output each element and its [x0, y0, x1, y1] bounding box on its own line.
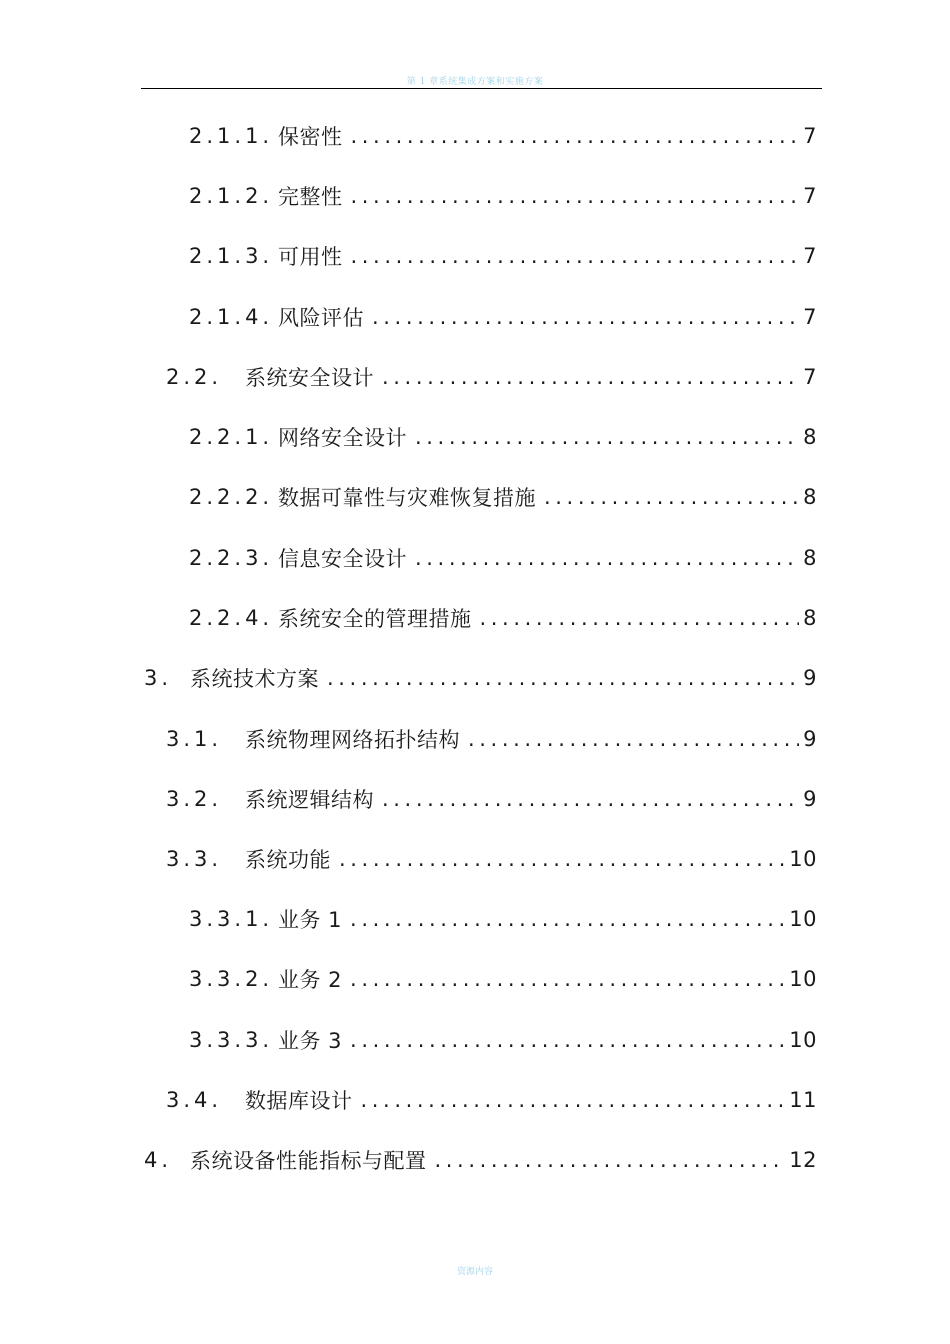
toc-title: 信息安全设计 — [278, 547, 407, 571]
toc-title: 业务 1 — [278, 908, 343, 932]
toc-leader-dots — [351, 184, 800, 208]
toc-number: 2.2.3. — [189, 546, 274, 570]
toc-leader-dots — [361, 1088, 786, 1112]
toc-entry-3-3-1[interactable] — [189, 905, 817, 933]
toc-entry-2-1-4[interactable] — [189, 303, 817, 331]
page-header-text: 第 1 章系统集成方案和实施方案 — [406, 77, 544, 87]
toc-number: 3.1. — [166, 727, 223, 751]
toc-number: 2.2.2. — [189, 485, 274, 509]
toc-title: 系统安全设计 — [245, 366, 374, 390]
toc-title: 系统物理网络拓扑结构 — [245, 728, 460, 752]
toc-entry-2-2[interactable] — [166, 363, 817, 391]
toc-number: 2.2.1. — [189, 425, 274, 449]
toc-number: 3.3. — [166, 847, 223, 871]
toc-page-number: 12 — [789, 1148, 817, 1172]
toc-leader-dots — [382, 787, 799, 811]
page-footer-text: 资源内容 — [456, 1267, 493, 1277]
toc-number: 2.1.4. — [189, 305, 274, 329]
toc-number: 2.1.2. — [189, 184, 274, 208]
toc-title: 系统设备性能指标与配置 — [190, 1149, 427, 1173]
toc-page-number: 8 — [803, 546, 817, 570]
toc-entry-4[interactable] — [144, 1146, 817, 1174]
toc-title: 可用性 — [278, 245, 343, 269]
toc-number: 3.3.2. — [189, 967, 274, 991]
toc-leader-dots — [351, 244, 800, 268]
toc-number: 3. — [144, 666, 173, 690]
toc-leader-dots — [435, 1148, 786, 1172]
toc-page-number: 7 — [803, 124, 817, 148]
toc-title: 系统功能 — [245, 848, 331, 872]
toc-page-number: 9 — [803, 787, 817, 811]
toc-page-number: 11 — [789, 1088, 817, 1112]
toc-number: 2.2. — [166, 365, 223, 389]
toc-page-number: 9 — [803, 666, 817, 690]
toc-number: 3.2. — [166, 787, 223, 811]
toc-leader-dots — [480, 606, 800, 630]
toc-entry-2-2-1[interactable] — [189, 423, 817, 451]
toc-leader-dots — [350, 967, 785, 991]
toc-page-number: 7 — [803, 365, 817, 389]
toc-title: 系统技术方案 — [190, 667, 319, 691]
toc-entry-3-2[interactable] — [166, 785, 817, 813]
toc-leader-dots — [350, 907, 785, 931]
toc-entry-2-2-3[interactable] — [189, 544, 817, 572]
toc-entry-2-2-2[interactable] — [189, 483, 817, 511]
toc-number: 3.4. — [166, 1088, 223, 1112]
toc-title: 风险评估 — [278, 306, 364, 330]
toc-entry-2-1-1[interactable] — [189, 122, 817, 150]
toc-number: 3.3.1. — [189, 907, 274, 931]
toc-title: 网络安全设计 — [278, 426, 407, 450]
toc-entry-3-1[interactable] — [166, 725, 817, 753]
toc-number: 3.3.3. — [189, 1028, 274, 1052]
toc-entry-2-1-3[interactable] — [189, 242, 817, 270]
toc-title: 业务 3 — [278, 1029, 343, 1053]
toc-page-number: 9 — [803, 727, 817, 751]
toc-entry-3[interactable] — [144, 664, 817, 692]
toc-number: 2.2.4. — [189, 606, 274, 630]
toc-leader-dots — [415, 425, 799, 449]
toc-leader-dots — [544, 485, 799, 509]
toc-page-number: 8 — [803, 485, 817, 509]
toc-page-number: 7 — [803, 305, 817, 329]
toc-entry-3-4[interactable] — [166, 1086, 817, 1114]
toc-leader-dots — [327, 666, 799, 690]
toc-page-number: 7 — [803, 184, 817, 208]
toc-leader-dots — [415, 546, 799, 570]
toc-leader-dots — [468, 727, 799, 751]
toc-page-number: 8 — [803, 606, 817, 630]
toc-entry-2-1-2[interactable] — [189, 182, 817, 210]
toc-leader-dots — [339, 847, 785, 871]
toc-number: 2.1.1. — [189, 124, 274, 148]
toc-title: 业务 2 — [278, 968, 343, 992]
toc-title: 系统逻辑结构 — [245, 788, 374, 812]
toc-title: 完整性 — [278, 185, 343, 209]
toc-page-number: 10 — [789, 967, 817, 991]
toc-leader-dots — [372, 305, 799, 329]
toc-title: 系统安全的管理措施 — [278, 607, 472, 631]
toc-page-number: 7 — [803, 244, 817, 268]
toc-page-number: 10 — [789, 1028, 817, 1052]
toc-entry-3-3-3[interactable] — [189, 1026, 817, 1054]
toc-entry-2-2-4[interactable] — [189, 604, 817, 632]
toc-page-number: 10 — [789, 907, 817, 931]
toc-title: 数据可靠性与灾难恢复措施 — [278, 486, 536, 510]
toc-title: 数据库设计 — [245, 1089, 353, 1113]
toc-number: 4. — [144, 1148, 173, 1172]
toc-entry-3-3-2[interactable] — [189, 965, 817, 993]
toc-entry-3-3[interactable] — [166, 845, 817, 873]
toc-leader-dots — [382, 365, 799, 389]
toc-title: 保密性 — [278, 125, 343, 149]
toc-leader-dots — [351, 124, 800, 148]
toc-page-number: 8 — [803, 425, 817, 449]
toc-number: 2.1.3. — [189, 244, 274, 268]
toc-page-number: 10 — [789, 847, 817, 871]
toc-leader-dots — [350, 1028, 785, 1052]
